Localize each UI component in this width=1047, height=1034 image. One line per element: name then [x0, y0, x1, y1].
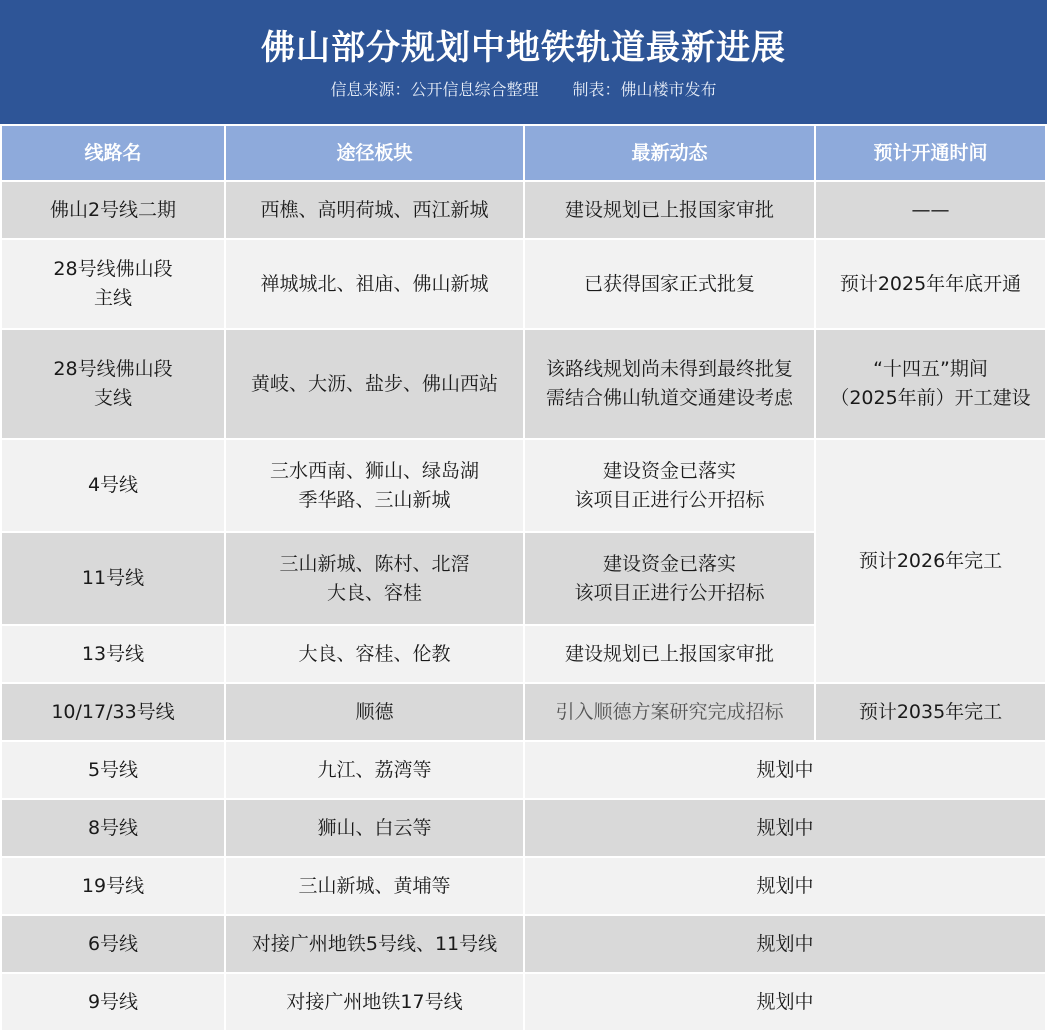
status-cell: [524, 239, 815, 329]
open-cell-merged: [815, 439, 1046, 683]
areas-text: 对接广州地铁17号线: [286, 990, 463, 1013]
status-text-2: 该项目正进行公开招标: [574, 581, 765, 604]
areas-cell: [225, 683, 524, 741]
table-row: [1, 915, 1046, 973]
areas-text-2: 季华路、三山新城: [298, 488, 451, 511]
areas-cell: [225, 239, 524, 329]
areas-text: 大良、容桂、伦教: [298, 642, 451, 665]
areas-cell: [225, 799, 524, 857]
open-text: ——: [911, 198, 950, 221]
areas-text: 三山新城、陈村、北滘: [279, 552, 470, 575]
open-cell: [815, 683, 1046, 741]
status-text: 已获得国家正式批复: [583, 272, 755, 295]
areas-cell: [225, 532, 524, 625]
open-cell: [815, 239, 1046, 329]
line-name: 28号线佛山段: [53, 358, 173, 380]
line-name: 6号线: [87, 932, 139, 955]
status-text: 规划中: [756, 758, 814, 781]
status-text: 建设规划已上报国家审批: [564, 198, 774, 221]
open-text: 预计2026年完工: [858, 549, 1003, 572]
line-name: 8号线: [87, 816, 139, 839]
areas-text: 黄岐、大沥、盐步、佛山西站: [250, 372, 498, 395]
table-row: [1, 683, 1046, 741]
line-name-sub: 支线: [93, 387, 132, 409]
areas-cell: [225, 625, 524, 683]
status-text: 建设资金已落实: [602, 459, 736, 482]
column-header-status: 最新动态: [524, 125, 815, 181]
line-name-cell: [1, 625, 225, 683]
open-text: 预计2035年完工: [858, 700, 1003, 723]
column-header-line: 线路名: [1, 125, 225, 181]
open-text: “十四五”期间: [873, 358, 988, 380]
areas-text: 九江、荔湾等: [317, 758, 432, 781]
table-row: [1, 439, 1046, 532]
line-name-cell: [1, 915, 225, 973]
areas-text-2: 大良、容桂: [326, 581, 422, 604]
line-name-cell: [1, 181, 225, 239]
status-cell-merged: [524, 741, 1046, 799]
status-text: 规划中: [756, 990, 814, 1013]
line-name-cell: [1, 532, 225, 625]
areas-text: 禅城城北、祖庙、佛山新城: [260, 272, 489, 295]
areas-text: 西樵、高明荷城、西江新城: [260, 198, 489, 221]
areas-cell: [225, 329, 524, 439]
status-text: 引入顺德方案研究完成招标: [555, 700, 784, 723]
status-text: 建设资金已落实: [602, 552, 736, 575]
column-header-open: 预计开通时间: [815, 125, 1046, 181]
line-name: 28号线佛山段: [53, 258, 173, 280]
areas-text: 顺德: [355, 700, 394, 723]
status-text: 建设规划已上报国家审批: [564, 642, 774, 665]
line-name: 13号线: [81, 642, 145, 665]
line-name-cell: [1, 239, 225, 329]
table-row: [1, 857, 1046, 915]
line-name-cell: [1, 799, 225, 857]
status-cell-merged: [524, 857, 1046, 915]
line-name: 佛山2号线二期: [49, 198, 177, 221]
open-cell: [815, 329, 1046, 439]
status-cell: [524, 181, 815, 239]
line-name-cell: [1, 973, 225, 1031]
areas-text: 三水西南、狮山、绿岛湖: [269, 459, 479, 482]
title-banner: [0, 0, 1047, 124]
areas-cell: [225, 857, 524, 915]
open-text: 预计2025年年底开通: [839, 272, 1022, 295]
status-cell: [524, 683, 815, 741]
status-text-2: 该项目正进行公开招标: [574, 488, 765, 511]
column-header-areas: 途径板块: [225, 125, 524, 181]
status-cell: [524, 532, 815, 625]
status-text: 规划中: [756, 874, 814, 897]
table-row: [1, 973, 1046, 1031]
table-row: [1, 329, 1046, 439]
status-text-2: 需结合佛山轨道交通建设考虑: [545, 387, 793, 409]
table-header-row: [1, 125, 1046, 181]
areas-cell: [225, 973, 524, 1031]
areas-cell: [225, 439, 524, 532]
table-row: [1, 239, 1046, 329]
line-name: 9号线: [87, 990, 139, 1013]
line-name-sub: 主线: [93, 287, 132, 309]
status-text: 规划中: [756, 932, 814, 955]
table-row: [1, 799, 1046, 857]
open-text-2: （2025年前）开工建设: [830, 387, 1031, 409]
status-cell: [524, 329, 815, 439]
line-name: 10/17/33号线: [51, 700, 175, 723]
areas-text: 对接广州地铁5号线、11号线: [251, 932, 498, 955]
page-title: 佛山部分规划中地铁轨道最新进展: [261, 28, 786, 68]
line-name: 5号线: [87, 758, 139, 781]
line-name-cell: [1, 857, 225, 915]
line-name-cell: [1, 329, 225, 439]
table-row: [1, 741, 1046, 799]
status-text: 规划中: [756, 816, 814, 839]
status-text: 该路线规划尚未得到最终批复: [545, 358, 793, 380]
line-name: 4号线: [87, 474, 139, 496]
status-cell-merged: [524, 973, 1046, 1031]
subtitle: [1, 78, 1046, 102]
line-name: 11号线: [81, 567, 145, 589]
status-cell-merged: [524, 915, 1046, 973]
table-row: [1, 181, 1046, 239]
areas-cell: [225, 915, 524, 973]
status-cell: [524, 625, 815, 683]
status-cell-merged: [524, 799, 1046, 857]
metro-progress-table: [0, 124, 1047, 1032]
areas-text: 狮山、白云等: [317, 816, 432, 839]
maker-note: 制表：佛山楼市发布: [572, 80, 717, 99]
line-name-cell: [1, 439, 225, 532]
areas-cell: [225, 181, 524, 239]
line-name-cell: [1, 683, 225, 741]
areas-cell: [225, 741, 524, 799]
line-name-cell: [1, 741, 225, 799]
open-cell: [815, 181, 1046, 239]
status-cell: [524, 439, 815, 532]
source-note: 信息来源：公开信息综合整理: [330, 80, 539, 99]
line-name: 19号线: [81, 874, 145, 897]
areas-text: 三山新城、黄埔等: [298, 874, 451, 897]
